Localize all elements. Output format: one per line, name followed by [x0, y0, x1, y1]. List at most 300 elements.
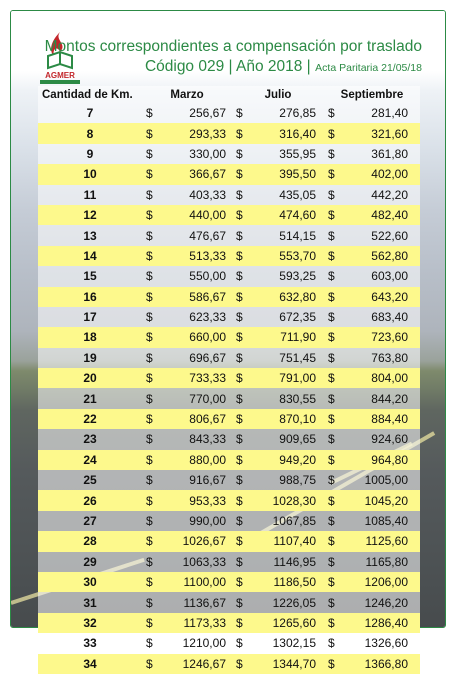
julio-amount-cell — [232, 592, 324, 612]
septiembre-amount-cell — [324, 511, 420, 531]
amount-value: 321,60 — [371, 126, 408, 141]
currency-sign: $ — [146, 330, 153, 345]
km-cell: 29 — [38, 552, 142, 572]
septiembre-amount-cell — [324, 613, 420, 633]
amount-value: 361,80 — [371, 146, 408, 161]
julio-amount-cell — [232, 654, 324, 674]
currency-sign: $ — [236, 615, 243, 630]
currency-sign: $ — [328, 126, 335, 141]
marzo-amount-cell — [142, 368, 232, 388]
septiembre-amount-cell — [324, 368, 420, 388]
currency-sign: $ — [146, 514, 153, 528]
currency-sign: $ — [236, 412, 243, 427]
currency-sign: $ — [236, 208, 243, 223]
amount-value: 990,00 — [189, 514, 226, 528]
table-row — [38, 511, 420, 531]
julio-amount-cell — [232, 490, 324, 510]
amount-value: 476,67 — [189, 228, 226, 243]
julio-amount-cell — [232, 613, 324, 633]
currency-sign: $ — [236, 514, 243, 528]
column-header-septiembre: Septiembre — [324, 86, 420, 103]
julio-amount-cell — [232, 368, 324, 388]
currency-sign: $ — [236, 493, 243, 508]
currency-sign: $ — [236, 126, 243, 141]
km-cell: 20 — [38, 368, 142, 388]
amount-value: 909,65 — [279, 432, 316, 447]
currency-sign: $ — [328, 636, 335, 651]
currency-sign: $ — [328, 452, 335, 467]
septiembre-amount-cell — [324, 490, 420, 510]
currency-sign: $ — [328, 575, 335, 590]
septiembre-amount-cell — [324, 592, 420, 612]
septiembre-amount-cell — [324, 531, 420, 551]
amount-value: 660,00 — [189, 330, 226, 345]
marzo-amount-cell — [142, 633, 232, 653]
compensation-table — [38, 86, 420, 674]
currency-sign: $ — [328, 554, 335, 569]
currency-sign: $ — [146, 371, 153, 386]
currency-sign: $ — [236, 554, 243, 569]
amount-value: 553,70 — [279, 248, 316, 263]
currency-sign: $ — [328, 330, 335, 345]
table-row — [38, 388, 420, 408]
amount-value: 632,80 — [279, 289, 316, 304]
amount-value: 330,00 — [189, 146, 226, 161]
marzo-amount-cell — [142, 103, 232, 123]
currency-sign: $ — [146, 106, 153, 121]
table-row — [38, 633, 420, 653]
currency-sign: $ — [236, 432, 243, 447]
septiembre-amount-cell — [324, 164, 420, 184]
currency-sign: $ — [146, 473, 153, 488]
km-cell: 16 — [38, 287, 142, 307]
km-cell: 31 — [38, 592, 142, 612]
amount-value: 593,25 — [279, 269, 316, 284]
julio-amount-cell — [232, 511, 324, 531]
septiembre-amount-cell — [324, 552, 420, 572]
amount-value: 843,33 — [189, 432, 226, 447]
marzo-amount-cell — [142, 123, 232, 143]
amount-value: 513,33 — [189, 248, 226, 263]
km-cell: 11 — [38, 185, 142, 205]
table-row — [38, 287, 420, 307]
amount-value: 440,00 — [189, 208, 226, 223]
table-row — [38, 613, 420, 633]
amount-value: 402,00 — [371, 167, 408, 182]
septiembre-amount-cell — [324, 409, 420, 429]
currency-sign: $ — [146, 350, 153, 365]
amount-value: 474,60 — [279, 208, 316, 223]
septiembre-amount-cell — [324, 225, 420, 245]
marzo-amount-cell — [142, 511, 232, 531]
amount-value: 1246,67 — [182, 656, 226, 671]
km-cell: 7 — [38, 103, 142, 123]
marzo-amount-cell — [142, 185, 232, 205]
marzo-amount-cell — [142, 144, 232, 164]
column-header-km: Cantidad de Km. — [38, 86, 142, 103]
julio-amount-cell — [232, 103, 324, 123]
amount-value: 1210,00 — [182, 636, 226, 651]
table-row — [38, 307, 420, 327]
km-cell: 17 — [38, 307, 142, 327]
julio-amount-cell — [232, 388, 324, 408]
septiembre-amount-cell — [324, 144, 420, 164]
logo-label: AGMER — [45, 71, 75, 80]
table-row — [38, 429, 420, 449]
currency-sign: $ — [236, 452, 243, 467]
marzo-amount-cell — [142, 613, 232, 633]
septiembre-amount-cell — [324, 429, 420, 449]
septiembre-amount-cell — [324, 633, 420, 653]
currency-sign: $ — [236, 656, 243, 671]
km-cell: 14 — [38, 246, 142, 266]
table-header-row — [38, 86, 420, 103]
table-row — [38, 164, 420, 184]
km-cell: 28 — [38, 531, 142, 551]
km-cell: 30 — [38, 572, 142, 592]
amount-value: 830,55 — [279, 391, 316, 406]
amount-value: 1026,67 — [182, 534, 226, 549]
currency-sign: $ — [146, 187, 153, 202]
julio-amount-cell — [232, 450, 324, 470]
septiembre-amount-cell — [324, 287, 420, 307]
currency-sign: $ — [236, 269, 243, 284]
amount-value: 586,67 — [189, 289, 226, 304]
amount-value: 964,80 — [371, 452, 408, 467]
amount-value: 514,15 — [279, 228, 316, 243]
currency-sign: $ — [236, 310, 243, 325]
table-row — [38, 368, 420, 388]
currency-sign: $ — [328, 187, 335, 202]
amount-value: 1265,60 — [272, 615, 316, 630]
logo-underline — [40, 80, 80, 84]
julio-amount-cell — [232, 572, 324, 592]
amount-value: 844,20 — [371, 391, 408, 406]
marzo-amount-cell — [142, 164, 232, 184]
julio-amount-cell — [232, 531, 324, 551]
amount-value: 276,85 — [279, 106, 316, 121]
currency-sign: $ — [146, 432, 153, 447]
currency-sign: $ — [146, 595, 153, 610]
currency-sign: $ — [328, 371, 335, 386]
amount-value: 1206,00 — [364, 575, 408, 590]
currency-sign: $ — [146, 391, 153, 406]
km-cell: 25 — [38, 470, 142, 490]
amount-value: 403,33 — [189, 187, 226, 202]
currency-sign: $ — [328, 656, 335, 671]
amount-value: 366,67 — [189, 167, 226, 182]
julio-amount-cell — [232, 470, 324, 490]
julio-amount-cell — [232, 287, 324, 307]
amount-value: 806,67 — [189, 412, 226, 427]
amount-value: 522,60 — [371, 228, 408, 243]
amount-value: 1045,20 — [364, 493, 408, 508]
julio-amount-cell — [232, 409, 324, 429]
currency-sign: $ — [236, 636, 243, 651]
amount-value: 1028,30 — [272, 493, 316, 508]
currency-sign: $ — [328, 228, 335, 243]
currency-sign: $ — [146, 289, 153, 304]
currency-sign: $ — [146, 452, 153, 467]
table-row — [38, 552, 420, 572]
julio-amount-cell — [232, 552, 324, 572]
marzo-amount-cell — [142, 450, 232, 470]
amount-value: 1146,95 — [273, 554, 316, 569]
amount-value: 791,00 — [279, 371, 316, 386]
table-row — [38, 490, 420, 510]
km-cell: 12 — [38, 205, 142, 225]
septiembre-amount-cell — [324, 572, 420, 592]
currency-sign: $ — [146, 269, 153, 284]
currency-sign: $ — [236, 289, 243, 304]
currency-sign: $ — [328, 615, 335, 630]
km-cell: 34 — [38, 654, 142, 674]
marzo-amount-cell — [142, 654, 232, 674]
km-cell: 9 — [38, 144, 142, 164]
currency-sign: $ — [328, 208, 335, 223]
amount-value: 550,00 — [189, 269, 226, 284]
amount-value: 723,60 — [371, 330, 408, 345]
amount-value: 1366,80 — [364, 656, 408, 671]
km-cell: 8 — [38, 123, 142, 143]
currency-sign: $ — [146, 208, 153, 223]
km-cell: 24 — [38, 450, 142, 470]
marzo-amount-cell — [142, 266, 232, 286]
currency-sign: $ — [328, 412, 335, 427]
amount-value: 281,40 — [371, 106, 408, 121]
km-cell: 32 — [38, 613, 142, 633]
septiembre-amount-cell — [324, 185, 420, 205]
julio-amount-cell — [232, 225, 324, 245]
amount-value: 355,95 — [279, 146, 316, 161]
amount-value: 763,80 — [371, 350, 408, 365]
currency-sign: $ — [328, 310, 335, 325]
currency-sign: $ — [328, 534, 335, 549]
currency-sign: $ — [328, 146, 335, 161]
amount-value: 733,33 — [189, 371, 226, 386]
amount-value: 1286,40 — [364, 615, 408, 630]
page-subtitle — [145, 58, 422, 76]
septiembre-amount-cell — [324, 205, 420, 225]
marzo-amount-cell — [142, 490, 232, 510]
julio-amount-cell — [232, 185, 324, 205]
currency-sign: $ — [236, 167, 243, 182]
marzo-amount-cell — [142, 205, 232, 225]
table-row — [38, 409, 420, 429]
amount-value: 916,67 — [189, 473, 226, 488]
currency-sign: $ — [236, 595, 243, 610]
currency-sign: $ — [236, 534, 243, 549]
septiembre-amount-cell — [324, 327, 420, 347]
currency-sign: $ — [146, 310, 153, 325]
amount-value: 1344,70 — [272, 656, 316, 671]
km-cell: 10 — [38, 164, 142, 184]
currency-sign: $ — [236, 371, 243, 386]
amount-value: 953,33 — [189, 493, 226, 508]
currency-sign: $ — [236, 106, 243, 121]
marzo-amount-cell — [142, 287, 232, 307]
table-row — [38, 144, 420, 164]
currency-sign: $ — [328, 473, 335, 488]
septiembre-amount-cell — [324, 348, 420, 368]
julio-amount-cell — [232, 164, 324, 184]
amount-value: 1136,67 — [183, 595, 226, 610]
julio-amount-cell — [232, 348, 324, 368]
amount-value: 1100,00 — [183, 575, 226, 590]
amount-value: 643,20 — [371, 289, 408, 304]
table-row — [38, 531, 420, 551]
amount-value: 1165,80 — [365, 554, 408, 569]
table-row — [38, 654, 420, 674]
amount-value: 395,50 — [279, 167, 316, 182]
amount-value: 870,10 — [279, 412, 316, 427]
km-cell: 22 — [38, 409, 142, 429]
amount-value: 1005,00 — [364, 473, 408, 488]
currency-sign: $ — [236, 391, 243, 406]
julio-amount-cell — [232, 246, 324, 266]
page-title: Montos correspondientes a compensación por traslado — [44, 38, 422, 55]
amount-value: 1085,40 — [364, 514, 408, 528]
currency-sign: $ — [328, 106, 335, 121]
marzo-amount-cell — [142, 225, 232, 245]
septiembre-amount-cell — [324, 266, 420, 286]
marzo-amount-cell — [142, 572, 232, 592]
column-header-marzo: Marzo — [142, 86, 232, 103]
currency-sign: $ — [236, 187, 243, 202]
currency-sign: $ — [146, 554, 153, 569]
julio-amount-cell — [232, 429, 324, 449]
amount-value: 1063,33 — [182, 554, 226, 569]
julio-amount-cell — [232, 327, 324, 347]
table-row — [38, 205, 420, 225]
amount-value: 442,20 — [371, 187, 408, 202]
km-cell: 13 — [38, 225, 142, 245]
currency-sign: $ — [146, 656, 153, 671]
julio-amount-cell — [232, 123, 324, 143]
septiembre-amount-cell — [324, 246, 420, 266]
currency-sign: $ — [146, 167, 153, 182]
septiembre-amount-cell — [324, 388, 420, 408]
amount-value: 293,33 — [189, 126, 226, 141]
km-cell: 15 — [38, 266, 142, 286]
table-row — [38, 592, 420, 612]
currency-sign: $ — [328, 391, 335, 406]
currency-sign: $ — [328, 432, 335, 447]
table-row — [38, 266, 420, 286]
currency-sign: $ — [146, 126, 153, 141]
marzo-amount-cell — [142, 592, 232, 612]
amount-value: 1125,60 — [365, 534, 408, 549]
septiembre-amount-cell — [324, 470, 420, 490]
table-row — [38, 572, 420, 592]
currency-sign: $ — [236, 146, 243, 161]
amount-value: 1173,33 — [183, 615, 226, 630]
currency-sign: $ — [328, 350, 335, 365]
septiembre-amount-cell — [324, 307, 420, 327]
marzo-amount-cell — [142, 327, 232, 347]
amount-value: 683,40 — [371, 310, 408, 325]
marzo-amount-cell — [142, 531, 232, 551]
amount-value: 562,80 — [371, 248, 408, 263]
marzo-amount-cell — [142, 348, 232, 368]
km-cell: 33 — [38, 633, 142, 653]
amount-value: 1326,60 — [364, 636, 408, 651]
currency-sign: $ — [146, 146, 153, 161]
julio-amount-cell — [232, 144, 324, 164]
julio-amount-cell — [232, 633, 324, 653]
currency-sign: $ — [328, 595, 335, 610]
marzo-amount-cell — [142, 409, 232, 429]
currency-sign: $ — [236, 248, 243, 263]
column-header-julio: Julio — [232, 86, 324, 103]
currency-sign: $ — [146, 615, 153, 630]
currency-sign: $ — [146, 412, 153, 427]
table-row — [38, 246, 420, 266]
currency-sign: $ — [328, 514, 335, 528]
table-row — [38, 470, 420, 490]
currency-sign: $ — [146, 534, 153, 549]
km-cell: 27 — [38, 511, 142, 531]
amount-value: 1067,85 — [272, 514, 316, 528]
currency-sign: $ — [328, 289, 335, 304]
amount-value: 696,67 — [189, 350, 226, 365]
septiembre-amount-cell — [324, 103, 420, 123]
amount-value: 880,00 — [189, 452, 226, 467]
amount-value: 751,45 — [279, 350, 316, 365]
amount-value: 1302,15 — [272, 636, 316, 651]
table-row — [38, 450, 420, 470]
acta-note: Acta Paritaria 21/05/18 — [315, 62, 422, 74]
septiembre-amount-cell — [324, 123, 420, 143]
septiembre-amount-cell — [324, 450, 420, 470]
km-cell: 23 — [38, 429, 142, 449]
currency-sign: $ — [328, 493, 335, 508]
currency-sign: $ — [146, 636, 153, 651]
amount-value: 1226,05 — [272, 595, 316, 610]
currency-sign: $ — [236, 473, 243, 488]
km-cell: 19 — [38, 348, 142, 368]
currency-sign: $ — [146, 575, 153, 590]
currency-sign: $ — [146, 248, 153, 263]
amount-value: 482,40 — [371, 208, 408, 223]
julio-amount-cell — [232, 307, 324, 327]
amount-value: 711,90 — [280, 330, 316, 345]
currency-sign: $ — [236, 575, 243, 590]
marzo-amount-cell — [142, 552, 232, 572]
currency-sign: $ — [236, 330, 243, 345]
km-cell: 26 — [38, 490, 142, 510]
currency-sign: $ — [236, 228, 243, 243]
amount-value: 770,00 — [189, 391, 226, 406]
marzo-amount-cell — [142, 470, 232, 490]
julio-amount-cell — [232, 266, 324, 286]
table-row — [38, 327, 420, 347]
marzo-amount-cell — [142, 246, 232, 266]
marzo-amount-cell — [142, 307, 232, 327]
marzo-amount-cell — [142, 388, 232, 408]
amount-value: 435,05 — [279, 187, 316, 202]
table-row — [38, 225, 420, 245]
amount-value: 804,00 — [371, 371, 408, 386]
amount-value: 884,40 — [371, 412, 408, 427]
table-body — [38, 103, 420, 674]
amount-value: 949,20 — [279, 452, 316, 467]
table-row — [38, 185, 420, 205]
km-cell: 18 — [38, 327, 142, 347]
currency-sign: $ — [146, 228, 153, 243]
amount-value: 256,67 — [189, 106, 226, 121]
amount-value: 316,40 — [279, 126, 316, 141]
